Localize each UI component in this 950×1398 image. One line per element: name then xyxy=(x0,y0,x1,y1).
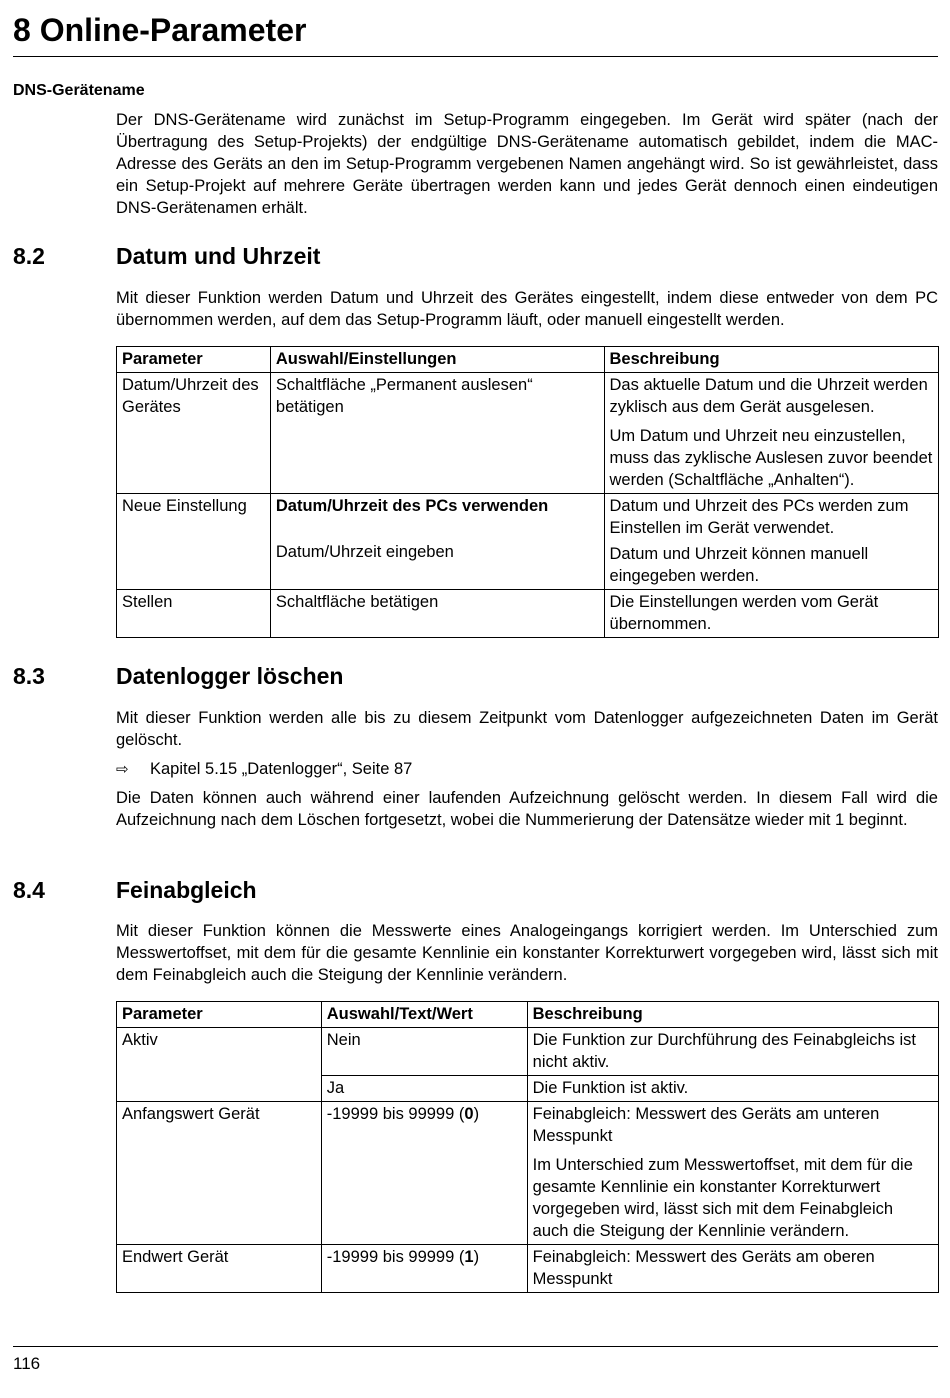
description-cell xyxy=(527,1102,938,1245)
dns-heading: DNS-Gerätename xyxy=(13,82,145,99)
section-8-3-paragraph: Mit dieser Funktion werden alle bis zu diesem Zeitpunkt vom Datenlogger aufgezeichneten Daten im Gerät gelöscht. xyxy=(116,709,938,749)
description-line: Feinabgleich: Messwert des Geräts am unteren Messpunkt xyxy=(532,1105,880,1145)
value-default: 1 xyxy=(464,1248,474,1266)
value-range: -19999 bis 99999 ( xyxy=(326,1248,465,1266)
description-cell xyxy=(604,373,938,494)
table-row xyxy=(117,590,939,638)
description-line: Datum und Uhrzeit des PCs werden zum Einstellen im Gerät verwendet. xyxy=(609,497,909,537)
selection-cell xyxy=(270,494,604,590)
section-title-8-3: Datenlogger löschen xyxy=(116,663,344,689)
section-title-8-4: Feinabgleich xyxy=(116,877,257,903)
description-cell: Die Funktion ist aktiv. xyxy=(527,1076,938,1102)
selection-option: Datum/Uhrzeit eingeben xyxy=(275,543,454,561)
param-cell: Anfangswert Gerät xyxy=(117,1102,322,1245)
column-header: Beschreibung xyxy=(527,1002,938,1028)
description-line: Um Datum und Uhrzeit neu einzustellen, muss das zyklische Auslesen zuvor beendet werden (Schaltfläche „Anhalten“). xyxy=(609,427,933,489)
param-cell: Datum/Uhrzeit des Gerätes xyxy=(117,373,271,494)
value-cell: Ja xyxy=(321,1076,527,1102)
selection-cell: Schaltfläche „Permanent auslesen“ betätigen xyxy=(270,373,604,494)
table-row xyxy=(117,1245,939,1293)
param-cell: Aktiv xyxy=(117,1028,322,1102)
section-number-8-3: 8.3 xyxy=(13,663,45,689)
value-range: -19999 bis 99999 ( xyxy=(326,1105,465,1123)
section-8-4-paragraph: Mit dieser Funktion können die Messwerte eines Analogeingangs korrigiert werden. Im Unterschied zum Messwertoffset, mit dem für die gesamte Kennlinie ein konstanter Korrekturwert vorgegeben wird, lässt sich mit dem Feinabgleich auch die Steigung der Kennlinie verändern. xyxy=(116,922,938,984)
column-header: Auswahl/Text/Wert xyxy=(321,1002,527,1028)
section-8-3-paragraph-2: Die Daten können auch während einer laufenden Aufzeichnung gelöscht werden. In diesem Fall wird die Aufzeichnung nach dem Löschen fortgesetzt, wobei die Nummerierung der Datensätze wieder mit 1 beginnt. xyxy=(116,789,938,829)
selection-cell: Schaltfläche betätigen xyxy=(270,590,604,638)
value-paren: ) xyxy=(473,1105,480,1123)
value-paren: ) xyxy=(473,1248,480,1266)
column-header: Auswahl/Einstellungen xyxy=(270,347,604,373)
table-row xyxy=(117,1102,939,1245)
arrow-right-icon: ⇨ xyxy=(116,761,129,778)
datetime-parameter-table xyxy=(116,346,939,638)
cross-reference-text[interactable]: Kapitel 5.15 „Datenlogger“, Seite 87 xyxy=(150,760,413,778)
chapter-title: 8 Online-Parameter xyxy=(13,12,307,48)
section-number-8-2: 8.2 xyxy=(13,243,45,269)
description-cell: Die Funktion zur Durchführung des Feinabgleichs ist nicht aktiv. xyxy=(527,1028,938,1076)
description-line: Datum und Uhrzeit können manuell eingegeben werden. xyxy=(609,545,869,585)
description-cell: Die Einstellungen werden vom Gerät übernommen. xyxy=(604,590,938,638)
description-line: Das aktuelle Datum und die Uhrzeit werden zyklisch aus dem Gerät ausgelesen. xyxy=(609,376,928,416)
param-cell: Neue Einstellung xyxy=(117,494,271,590)
section-title-8-2: Datum und Uhrzeit xyxy=(116,243,321,269)
param-cell: Stellen xyxy=(117,590,271,638)
section-number-8-4: 8.4 xyxy=(13,877,45,903)
table-row xyxy=(117,373,939,494)
fine-adjustment-parameter-table xyxy=(116,1001,939,1293)
value-cell xyxy=(321,1102,527,1245)
param-cell: Endwert Gerät xyxy=(117,1245,322,1293)
section-8-2-paragraph: Mit dieser Funktion werden Datum und Uhrzeit des Gerätes eingestellt, indem diese entweder von dem PC übernommen werden, auf dem das Setup-Programm läuft, oder manuell eingestellt werden. xyxy=(116,289,938,329)
cross-reference[interactable] xyxy=(116,758,412,781)
value-cell xyxy=(321,1245,527,1293)
description-line: Im Unterschied zum Messwertoffset, mit dem für die gesamte Kennlinie ein konstanter Korrekturwert vorgegeben wird, lässt sich mit dem Feinabgleich auch die Steigung der Kennlinie verändern. xyxy=(532,1156,913,1240)
chapter-divider xyxy=(13,56,938,57)
page-number: 116 xyxy=(13,1354,41,1373)
table-header-row xyxy=(117,1002,939,1028)
selection-option-default: Datum/Uhrzeit des PCs verwenden xyxy=(275,497,549,515)
table-header-row xyxy=(117,347,939,373)
table-row xyxy=(117,494,939,590)
column-header: Parameter xyxy=(117,1002,322,1028)
dns-paragraph: Der DNS-Gerätename wird zunächst im Setup-Programm eingegeben. Im Gerät wird später (nach der Übertragung des Setup-Projekts) der endgültige DNS-Gerätename automatisch gebildet, indem die MAC-Adresse des Geräts an den im Setup-Programm vergebenen Namen angehängt wird. So ist gewährleistet, dass ein Setup-Projekt auf mehrere Geräte übertragen werden kann und jedes Gerät dennoch einen eindeutigen DNS-Gerätenamen erhält. xyxy=(116,111,938,217)
column-header: Beschreibung xyxy=(604,347,938,373)
footer-divider xyxy=(13,1346,938,1347)
value-default: 0 xyxy=(464,1105,474,1123)
column-header: Parameter xyxy=(117,347,271,373)
description-cell xyxy=(604,494,938,590)
value-cell-default: Nein xyxy=(321,1028,527,1076)
table-row xyxy=(117,1028,939,1076)
description-cell: Feinabgleich: Messwert des Geräts am oberen Messpunkt xyxy=(527,1245,938,1293)
